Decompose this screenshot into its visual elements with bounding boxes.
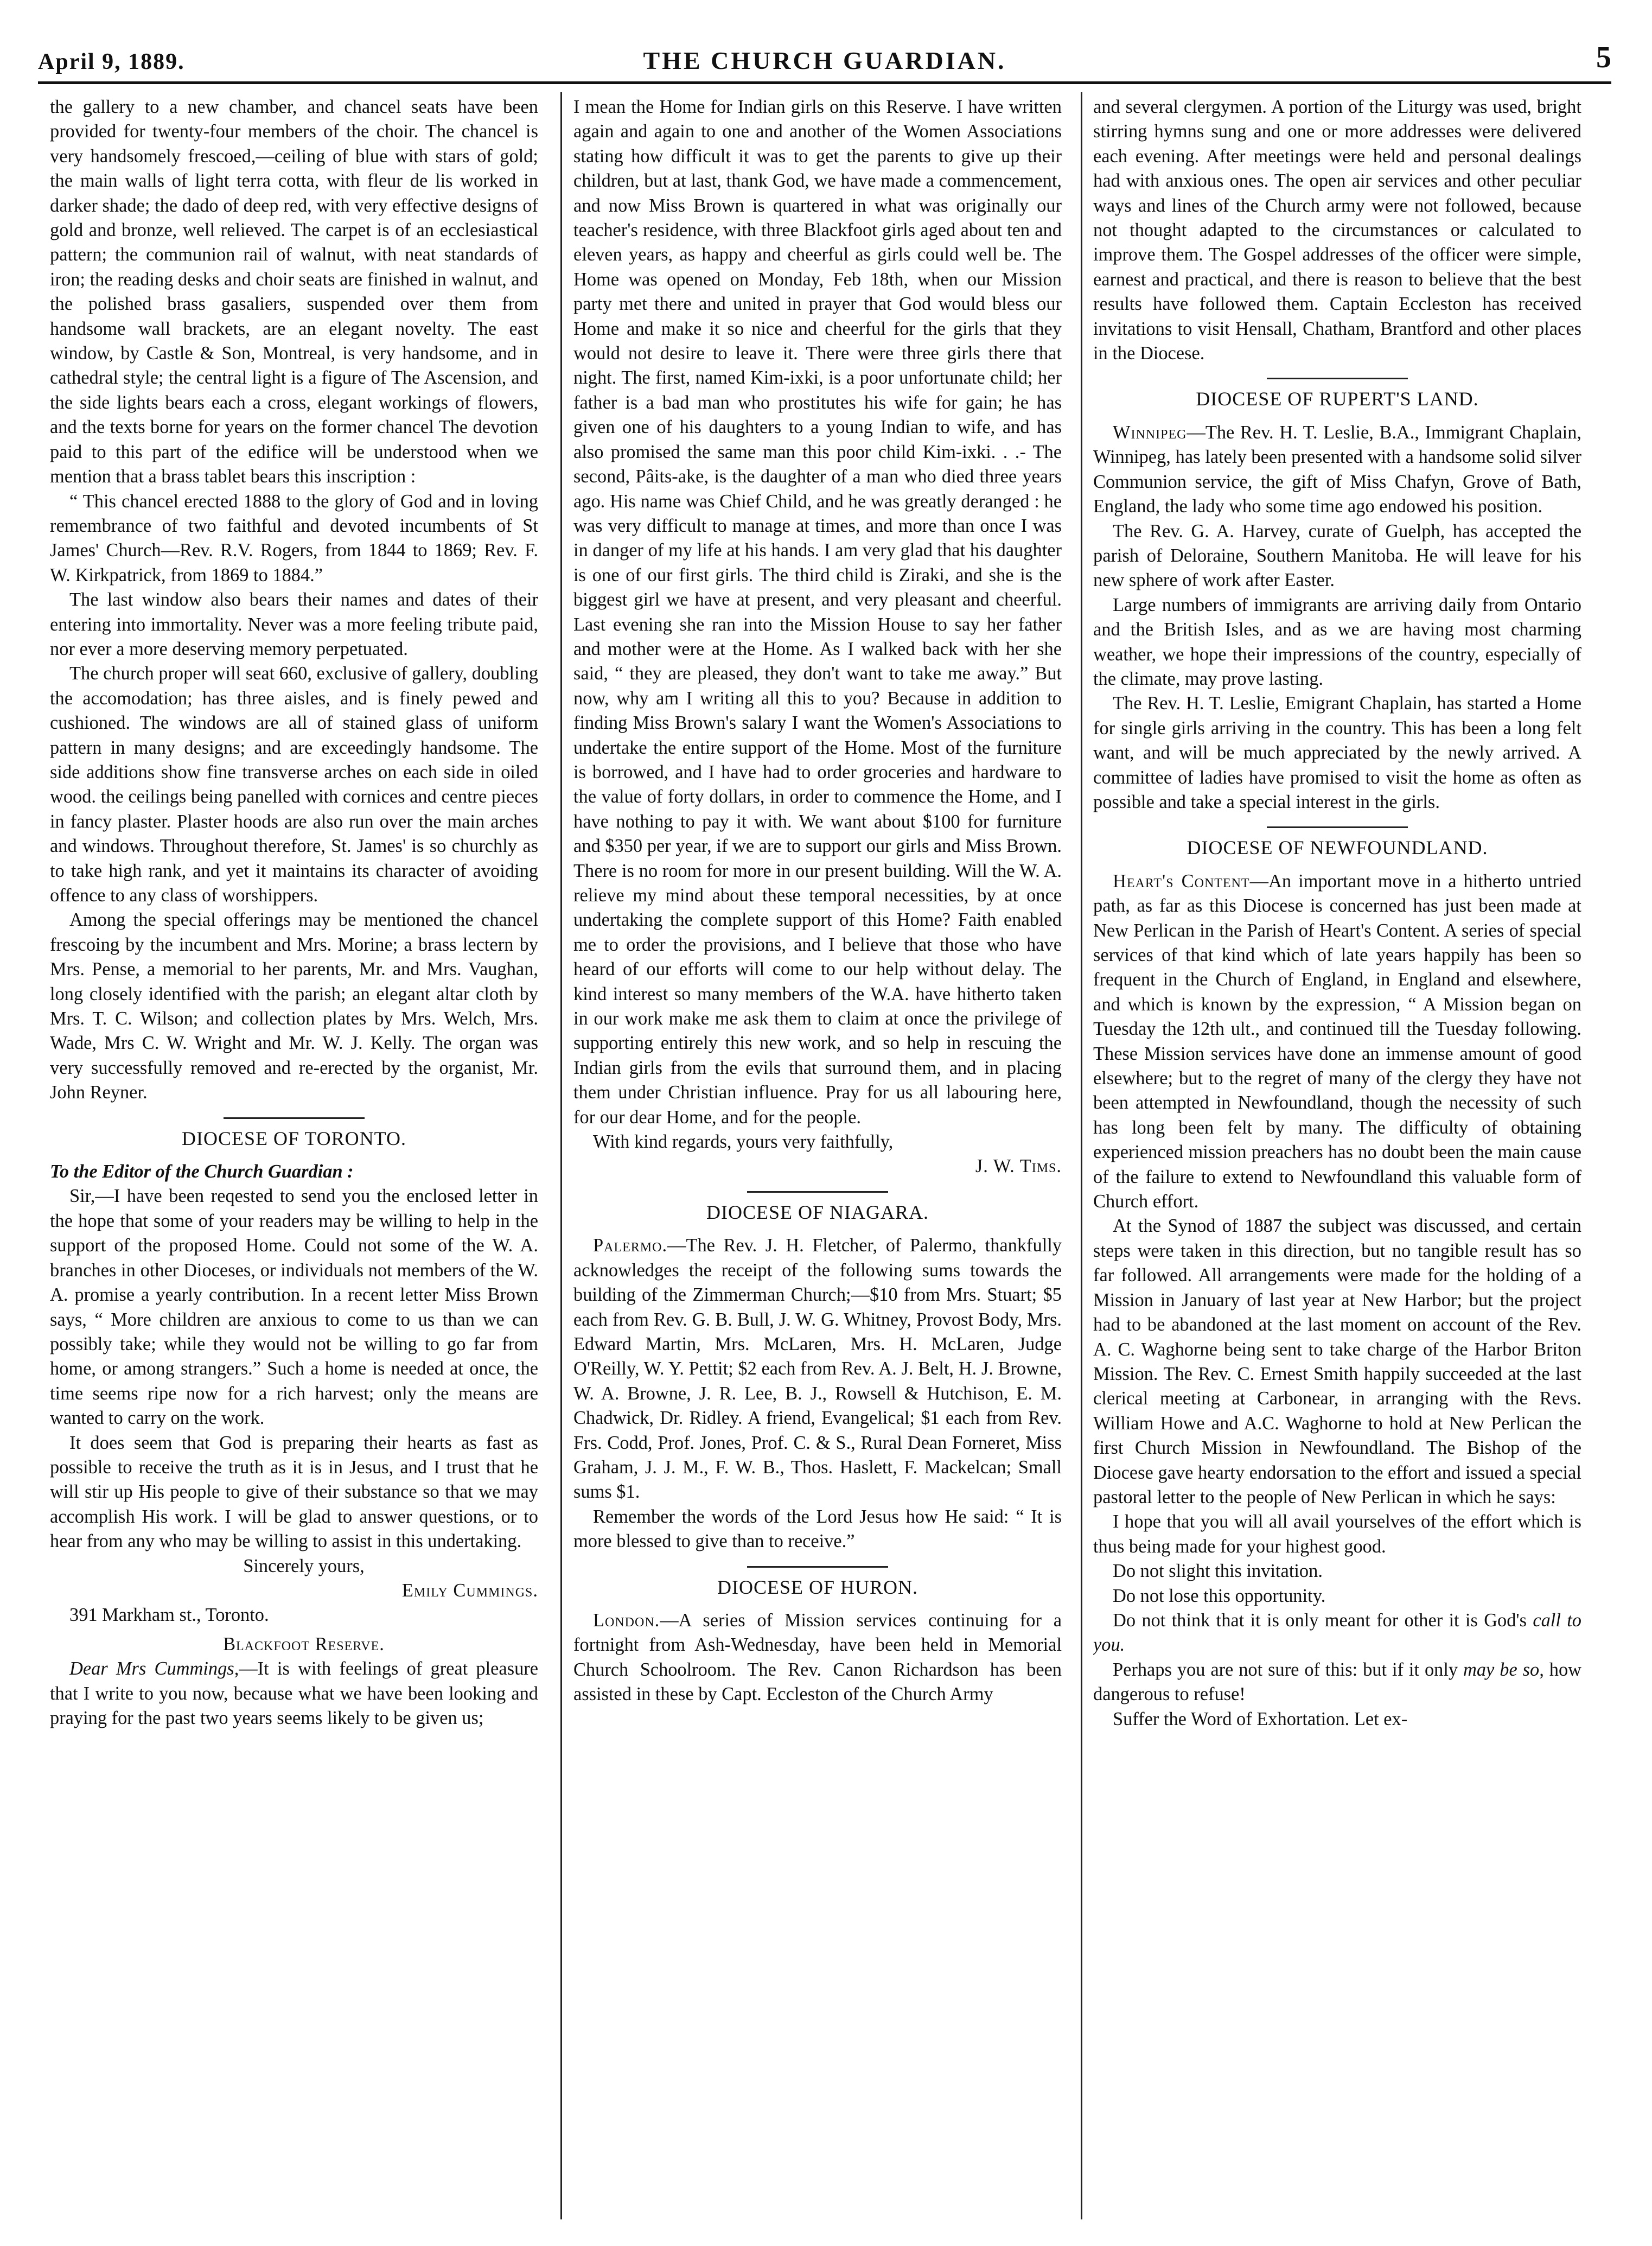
paragraph-text: —The Rev. J. H. Fletcher, of Palermo, thankfully acknowledges the receipt of the following sums towards the building of the Zimmerman Church;—$10 from Mrs. Stuart; $5 each from Rev. G. B. Bull, J. W. G. Whitney, Provost Body, Mrs. Edward Martin, Mrs. McLaren, Mrs. H. McLaren, Judge O'Reilly, W. Y. Pettit; $2 each from Rev. A. J. Belt, H. J. Browne, W. A. Browne, J. R. Lee, B. J., Rowsell & Hutchison, E. M. Chadwick, Dr. Ridley. A friend, Evangelical; $1 each from Rev. Frs. Codd, Prof. Jones, Prof. C. & S., Rural Dean Forneret, Miss Graham, J. J. M., F. W. B., Thos. Haslett, F. Mackelcan; Small sums $1. bbox=[573, 1235, 1062, 1503]
column-2 bbox=[573, 95, 1062, 2222]
section-rule bbox=[224, 1117, 365, 1119]
quote-emphasis: call to you. bbox=[1093, 1609, 1581, 1656]
paragraph-text: —It is with feelings of great pleasure that I write to you now, because what we have been looking and praying for the past two years seems likely to be given us; bbox=[50, 1658, 538, 1728]
section-rule bbox=[1267, 826, 1408, 828]
paragraph: Among the special offerings may be mentioned the chancel frescoing by the incumbent and Mrs. Morine; a brass lectern by Mrs. Pense, a memorial to her parents, Mr. and Mrs. Vaughan, long closely identified with the parish; an elegant altar cloth by Mrs. T. C. Wilson; and collection plates by Mrs. Welch, Mrs. Wade, Mrs C. W. Wright and Mr. W. J. Kelly. The organ was very successfully removed and re-erected by the organist, Mr. John Reyner. bbox=[50, 909, 538, 1103]
section-rule bbox=[747, 1191, 888, 1193]
section-heading-niagara: DIOCESE OF NIAGARA. bbox=[706, 1201, 929, 1223]
paragraph bbox=[50, 1657, 538, 1730]
inscription-quote: “ This chancel erected 1888 to the glory of God and in loving remembrance of two faithful and devoted incumbents of St James' Church—Rev. R.V. Rogers, from 1844 to 1869; Rev. F. W. Kirkpatrick, from 1869 to 1884.” bbox=[50, 491, 538, 586]
quote-text: Do not think that it is only meant for other it is God's bbox=[1113, 1609, 1533, 1631]
quote-line: Do not slight this invitation. bbox=[1113, 1561, 1323, 1582]
lead-word: Palermo. bbox=[593, 1235, 668, 1256]
subheading-blackfoot: Blackfoot Reserve. bbox=[223, 1633, 385, 1655]
quote-text: Perhaps you are not sure of this: but if it only bbox=[1113, 1659, 1464, 1680]
quote-line bbox=[1093, 1658, 1581, 1707]
lead-word: London. bbox=[593, 1609, 660, 1631]
paragraph-text: —A series of Mission services continuing for a fortnight from Ash-Wednesday, have been held in Memorial Church Schoolroom. The Rev. Canon Richardson has been assisted in these by Capt. Eccleston of the Church Army bbox=[573, 1609, 1062, 1705]
paragraph: Sir,—I have been reqested to send you the enclosed letter in the hope that some of your readers may be willing to help in the support of the proposed Home. Could not some of the W. A. branches in other Dioceses, or individuals not members of the W. A. promise a yearly contribution. In a recent letter Miss Brown says, “ More children are anxious to come to us than we can possibly take; while they would not be willing to go far from home, or among strangers.” Such a home is needed at once, the time seems ripe now for a rich harvest; only the means are wanted to carry on the work. bbox=[50, 1186, 538, 1429]
paragraph: The Rev. G. A. Harvey, curate of Guelph, has accepted the parish of Deloraine, Southern Manitoba. He will leave for his new sphere of work after Easter. bbox=[1093, 520, 1581, 591]
paragraph: At the Synod of 1887 the subject was discussed, and certain steps were taken in this direction, but no tangible result has so far followed. All arrangements were made for the holding of a Mission in January of last year at New Harbor; but the project had to be abandoned at the last moment on account of the Rev. A. C. Waghorne being sent to take charge of the Harbor Briton Mission. The Rev. C. Ernest Smith happily succeeded at the last clerical meeting at Carbonear, in arranging with the Revs. William Howe and A.C. Waghorne to hold at New Perlican the first Church Mission in Newfoundland. The Bishop of the Diocese gave hearty endorsation to the effort and issued a special pastoral letter to the people of New Perlican in which he says: bbox=[1093, 1216, 1581, 1507]
paragraph: and several clergymen. A portion of the Liturgy was used, bright stirring hymns sung and one or more addresses were delivered each evening. After meetings were held and personal dealings had with anxious ones. The open air services and other peculiar ways and lines of the Church army were not followed, because not thought adapted to the circumstances or calculated to improve them. The Gospel addresses of the officer were simple, earnest and practical, and there is reason to believe that the best results have followed them. Captain Eccleston has received invitations to visit Hensall, Chatham, Brantford and other places in the Diocese. bbox=[1093, 97, 1581, 364]
quote-line: I hope that you will all avail yourselves of the effort which is thus being made for your highest good. bbox=[1093, 1511, 1581, 1557]
lead-word: Winnipeg bbox=[1113, 422, 1187, 443]
paragraph bbox=[1093, 421, 1581, 519]
paragraph: The Rev. H. T. Leslie, Emigrant Chaplain, has started a Home for single girls arriving in the country. This has been a long felt want, and will be much appreciated by the newly arrived. A committee of ladies have promised to visit the home as often as possible and take a special interest in the girls. bbox=[1093, 693, 1581, 812]
paragraph: The church proper will seat 660, exclusive of gallery, doubling the accomodation; has three aisles, and is finely pewed and cushioned. The windows are all of stained glass of uniform pattern in many designs; and are exceedingly handsome. The side additions show fine transverse arches on each side in oiled wood. the ceilings being panelled with cornices and centre pieces in fancy plaster. Plaster hoods are also run over the main arches and windows. Throughout therefore, St. James' is so churchly as to take high rank, and yet it maintains its character of avoiding offence to any class of worshippers. bbox=[50, 663, 538, 906]
paragraph-text: —An important move in a hitherto untried path, as far as this Diocese is concerned has just been made at New Perlican in the Parish of Heart's Content. A series of special services of that kind which of late years happily has been so frequent in the Church of England, in England and elsewhere, and which is known by the expression, “ A Mission began on Tuesday the 12th ult., and continued till the Tuesday following. These Mission services have done an immense amount of good elsewhere; but to the regret of many of the clergy they have not been attempted in Newfoundland, though the necessity of such has long been felt by many. The difficulty of obtaining experienced mission preachers has no doubt been the main cause of the failure to extend to Newfoundland this valuable form of Church effort. bbox=[1093, 870, 1581, 1212]
paragraph: the gallery to a new chamber, and chancel seats have been provided for twenty-four members of the choir. The chancel is very handsomely frescoed,—ceiling of blue with stars of gold; the main walls of light terra cotta, with fleur de lis worked in darker shade; the dado of deep red, with very effective designs of gold and bronze, well relieved. The carpet is of an ecclesiastical pattern; the communion rail of walnut, with neat standards of iron; the reading desks and choir seats are finished in walnut, and the polished brass gasaliers, suspended over them from handsome wall brackets, are an elegant novelty. The east window, by Castle & Son, Montreal, is very handsome, and in cathedral style; the central light is a figure of The Ascension, and the side lights bears each a cross, elegant workings of flowers, and the texts borne for years on the former chancel The devotion paid to this part of the edifice will be understood when we mention that a brass tablet bears this inscription : bbox=[50, 97, 538, 487]
section-heading-newfoundland: DIOCESE OF NEWFOUNDLAND. bbox=[1187, 837, 1488, 859]
paragraph: Large numbers of immigrants are arriving daily from Ontario and the British Isles, and as we are having most charming weather, we hope their impressions of the country, especially of the climate, may prove lasting. bbox=[1093, 594, 1581, 689]
pastoral-letter-quote bbox=[1093, 1510, 1581, 1732]
issue-date: April 9, 1889. bbox=[38, 49, 185, 74]
paragraph bbox=[573, 1233, 1062, 1504]
section-rule bbox=[747, 1566, 888, 1568]
quote-emphasis: may be so, bbox=[1463, 1659, 1544, 1680]
quote-line: Do not lose this opportunity. bbox=[1113, 1585, 1326, 1606]
section-heading-huron: DIOCESE OF HURON. bbox=[717, 1576, 919, 1598]
column-1 bbox=[50, 95, 538, 2222]
letter-signature: Emily Cummings. bbox=[401, 1580, 538, 1601]
paragraph bbox=[1093, 869, 1581, 1214]
letter-salutation: To the Editor of the Church Guardian : bbox=[50, 1161, 354, 1182]
paragraph: I mean the Home for Indian girls on this Reserve. I have written again and again to one and another of the Women Associations stating how difficult it was to get the parents to give up their children, but at last, thank God, we have made a commencement, and now Miss Brown is quartered in what was originally our teacher's residence, with three Blackfoot girls aged about ten and eleven years, as happy and cheerful as girls could well be. The Home was opened on Monday, Feb 18th, when our Mission party met there and united in prayer that God would bless our Home and make it so nice and cheerful for the girls that they would not desire to leave it. There were three girls there that night. The first, named Kim-ixki, is a poor unfortunate child; her father is a bad man who prostitutes his wife for gain; he has given one of his daughters to a young Indian to wife, and has also promised the same man this poor child Kim-ixki. . .- The second, Pâits-ake, is the daughter of a man who died three years ago. His name was Chief Child, and he was greatly deranged : he was very difficult to manage at times, and more than once I was in danger of my life at his hands. I am very glad that his daughter is one of our first girls. The third child is Ziraki, and she is the biggest girl we have at present, and very pleasant and cheerful. Last evening she ran into the Mission House to say her father and mother were at the Home. As I walked back with her she said, “ they are pleased, they don't want to take me away.” But now, why am I writing all this to you? Because in addition to finding Miss Brown's salary I want the Women's Associations to undertake the entire support of the Home. Most of the furniture is borrowed, and I have had to order groceries and hardware to the value of forty dollars, in order to commence the Home, and I have nothing to pay it with. We want about $100 for furniture and $350 per year, if we are to support our girls and Miss Brown. There is no room for more in our present building. Will the W. A. relieve my mind about these temporal necessities, by at once undertaking the complete support of this Home? Faith enabled me to order the provisions, and I believe that those who have heard of our efforts will come to our help without delay. The kind interest so many members of the W.A. have hitherto taken in our work make me ask them to claim at once the privilege of supporting entirely this new work, and so help in rescuing the Indian girls from the evils that surround them, and in placing them under Christian influence. Pray for us all labouring here, for our dear Home, and for the people. bbox=[573, 97, 1062, 1128]
letter-closing: Sincerely yours, bbox=[243, 1555, 365, 1576]
quote-line: Suffer the Word of Exhortation. Let ex- bbox=[1113, 1708, 1408, 1729]
page-number: 5 bbox=[1596, 41, 1611, 74]
quote-line bbox=[1093, 1608, 1581, 1658]
section-heading-ruperts-land: DIOCESE OF RUPERT'S LAND. bbox=[1196, 388, 1479, 410]
column-3 bbox=[1093, 95, 1581, 2222]
page-header bbox=[38, 33, 1611, 84]
section-heading-toronto: DIOCESE OF TORONTO. bbox=[181, 1127, 407, 1149]
letter-salutation: Dear Mrs Cummings, bbox=[69, 1658, 239, 1679]
section-rule bbox=[1267, 378, 1408, 379]
paragraph: It does seem that God is preparing their hearts as fast as possible to receive the truth as it is in Jesus, and I trust that he will stir up His people to give of their substance so that we may accomplish His work. I will be glad to answer questions, or to hear from any who may be willing to assist in this undertaking. bbox=[50, 1432, 538, 1552]
letter-closing: With kind regards, yours very faithfully, bbox=[593, 1131, 894, 1153]
quote-text: how dangerous to refuse! bbox=[1093, 1659, 1581, 1705]
letter-address: 391 Markham st., Toronto. bbox=[69, 1605, 269, 1626]
letter-signature: J. W. Tims. bbox=[975, 1156, 1062, 1177]
column-divider bbox=[1081, 92, 1082, 2219]
paragraph bbox=[573, 1608, 1062, 1707]
paragraph-text: —The Rev. H. T. Leslie, B.A., Immigrant Chaplain, Winnipeg, has lately been presented with a handsome solid silver Communion service, the gift of Miss Chafyn, Grove of Bath, England, the lady who some time ago endowed his position. bbox=[1093, 422, 1581, 517]
paragraph: The last window also bears their names and dates of their entering into immortality. Never was a more feeling tribute paid, nor ever a more deserving memory perpetuated. bbox=[50, 589, 538, 659]
lead-word: Heart's Content bbox=[1113, 870, 1250, 892]
column-divider bbox=[560, 92, 562, 2219]
paragraph: Remember the words of the Lord Jesus how He said: “ It is more blessed to give than to receive.” bbox=[573, 1506, 1062, 1552]
masthead: THE CHURCH GUARDIAN. bbox=[643, 47, 1006, 74]
